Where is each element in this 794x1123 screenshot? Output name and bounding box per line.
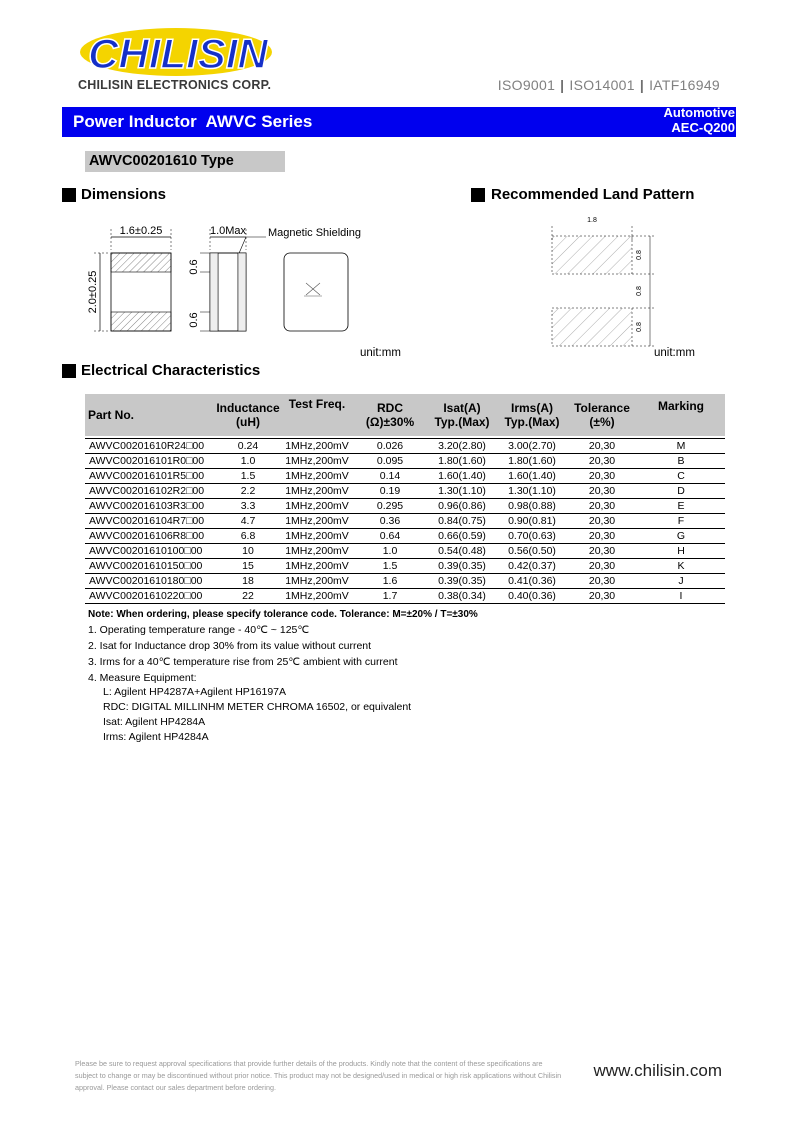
cell-irms: 0.56(0.50) (497, 543, 567, 558)
type-title: AWVC00201610 Type (89, 153, 234, 169)
land-pattern-unit: unit:mm (654, 347, 695, 359)
cell-tolerance: 20,30 (567, 513, 637, 528)
land-pattern-drawing (540, 212, 660, 347)
land-width-label: 1.8 (587, 217, 597, 224)
cell-part-no: AWVC002016102R2□00 (85, 483, 215, 498)
cell-rdc: 0.295 (353, 498, 427, 513)
section-marker-icon (62, 364, 76, 378)
land-pad-top (552, 236, 632, 274)
cell-isat: 0.96(0.86) (427, 498, 497, 513)
land-pad-bottom (552, 308, 632, 346)
cell-part-no: AWVC00201610150□00 (85, 558, 215, 573)
cell-rdc: 1.6 (353, 573, 427, 588)
aec-q200-label: AEC-Q200 (671, 120, 735, 135)
table-row (85, 483, 725, 498)
table-row (85, 468, 725, 483)
cell-isat: 0.39(0.35) (427, 573, 497, 588)
cell-irms: 0.40(0.36) (497, 588, 567, 603)
cell-isat: 0.54(0.48) (427, 543, 497, 558)
equipment-isat: Isat: Agilent HP4284A (103, 716, 206, 728)
cell-test-freq: 1MHz,200mV (281, 588, 353, 603)
cell-inductance: 18 (215, 573, 281, 588)
cell-inductance: 10 (215, 543, 281, 558)
cell-test-freq: 1MHz,200mV (281, 483, 353, 498)
cell-rdc: 1.5 (353, 558, 427, 573)
cell-tolerance: 20,30 (567, 438, 637, 453)
cert-iatf16949: IATF16949 (649, 77, 720, 93)
cell-rdc: 0.36 (353, 513, 427, 528)
table-row (85, 513, 725, 528)
section-marker-icon (471, 188, 485, 202)
cell-marking: B (637, 453, 725, 468)
cell-test-freq: 1MHz,200mV (281, 573, 353, 588)
series-title: Power Inductor AWVC Series (73, 112, 313, 131)
dimensions-drawing (80, 215, 380, 345)
electrical-table (85, 394, 725, 604)
note-4: 4. Measure Equipment: (88, 672, 197, 684)
cell-part-no: AWVC002016104R7□00 (85, 513, 215, 528)
cell-inductance: 15 (215, 558, 281, 573)
equipment-rdc: RDC: DIGITAL MILLINHM METER CHROMA 16502, or equivalent (103, 701, 412, 713)
dimensions-title: Dimensions (81, 186, 167, 203)
dimensions-unit: unit:mm (360, 347, 401, 359)
cell-isat: 0.66(0.59) (427, 528, 497, 543)
logo-text: CHILISIN (88, 30, 268, 77)
cert-iso14001: ISO14001 (569, 77, 635, 93)
cell-part-no: AWVC00201610100□00 (85, 543, 215, 558)
width-label: 1.6±0.25 (119, 225, 163, 237)
cell-marking: D (637, 483, 725, 498)
cell-inductance: 0.24 (215, 438, 281, 453)
land-pattern-title: Recommended Land Pattern (491, 186, 695, 203)
equipment-l: L: Agilent HP4287A+Agilent HP16197A (103, 686, 287, 698)
land-pad-bottom-label: 0.8 (636, 322, 643, 332)
table-row (85, 543, 725, 558)
cell-part-no: AWVC002016101R0□00 (85, 453, 215, 468)
cell-rdc: 0.095 (353, 453, 427, 468)
table-row (85, 588, 725, 603)
cell-isat: 0.84(0.75) (427, 513, 497, 528)
table-row (85, 438, 725, 453)
equipment-irms: Irms: Agilent HP4284A (103, 731, 209, 743)
cell-part-no: AWVC00201610220□00 (85, 588, 215, 603)
cell-marking: F (637, 513, 725, 528)
cell-tolerance: 20,30 (567, 453, 637, 468)
cell-irms: 0.70(0.63) (497, 528, 567, 543)
cell-irms: 1.30(1.10) (497, 483, 567, 498)
col-inductance: Inductance (uH) (215, 394, 281, 436)
cell-marking: J (637, 573, 725, 588)
cell-tolerance: 20,30 (567, 588, 637, 603)
cell-part-no: AWVC00201610180□00 (85, 573, 215, 588)
land-pad-top-label: 0.8 (636, 250, 643, 260)
disclaimer-text: Please be sure to request approval specifications that provide further details of the products. Kindly note that the content of these specifications are subject to change or may be discontinued without prior notice. This product may not be designed/used in medical or high risk applications without Chilisin approval. Please contact our sales department before ordering. (75, 1059, 562, 1092)
cell-isat: 0.39(0.35) (427, 558, 497, 573)
table-row (85, 558, 725, 573)
length-label: 2.0±0.25 (87, 270, 99, 314)
cell-isat: 0.38(0.34) (427, 588, 497, 603)
cell-irms: 0.41(0.36) (497, 573, 567, 588)
cell-irms: 0.42(0.37) (497, 558, 567, 573)
cell-marking: H (637, 543, 725, 558)
table-header-row (85, 394, 725, 436)
thickness-label: 1.0Max (209, 225, 247, 237)
automotive-label: Automotive (663, 105, 735, 120)
cell-marking: K (637, 558, 725, 573)
cell-rdc: 0.026 (353, 438, 427, 453)
cell-tolerance: 20,30 (567, 528, 637, 543)
cell-inductance: 2.2 (215, 483, 281, 498)
col-irms: Irms(A) Typ.(Max) (497, 394, 567, 436)
cell-irms: 3.00(2.70) (497, 438, 567, 453)
cell-irms: 1.60(1.40) (497, 468, 567, 483)
cert-iso9001: ISO9001 (497, 77, 556, 93)
certifications: ISO9001 | ISO14001 | IATF16949 (497, 77, 720, 93)
table-row (85, 573, 725, 588)
cell-test-freq: 1MHz,200mV (281, 543, 353, 558)
cell-test-freq: 1MHz,200mV (281, 528, 353, 543)
cell-inductance: 1.5 (215, 468, 281, 483)
cell-isat: 1.60(1.40) (427, 468, 497, 483)
cell-part-no: AWVC002016101R5□00 (85, 468, 215, 483)
cell-isat: 1.30(1.10) (427, 483, 497, 498)
electrical-title: Electrical Characteristics (81, 362, 261, 379)
note-3: 3. Irms for a 40℃ temperature rise from 25℃ ambient with current (88, 656, 398, 668)
cell-rdc: 1.0 (353, 543, 427, 558)
cell-inductance: 6.8 (215, 528, 281, 543)
cell-test-freq: 1MHz,200mV (281, 558, 353, 573)
cell-irms: 1.80(1.60) (497, 453, 567, 468)
cell-tolerance: 20,30 (567, 558, 637, 573)
cell-marking: M (637, 438, 725, 453)
chilisin-logo (78, 22, 278, 80)
component-bottom-view (284, 253, 348, 331)
table-row (85, 528, 725, 543)
cell-rdc: 1.7 (353, 588, 427, 603)
cell-test-freq: 1MHz,200mV (281, 513, 353, 528)
ordering-note: Note: When ordering, please specify tolerance code. Tolerance: M=±20% / T=±30% (88, 609, 478, 620)
electrode-bottom-label: 0.6 (188, 312, 200, 328)
note-1: 1. Operating temperature range - 40℃ ~ 125℃ (88, 624, 310, 636)
cell-test-freq: 1MHz,200mV (281, 453, 353, 468)
col-marking: Marking (637, 394, 725, 436)
cell-rdc: 0.19 (353, 483, 427, 498)
magnetic-shielding-label: Magnetic Shielding (268, 227, 361, 239)
cell-inductance: 3.3 (215, 498, 281, 513)
col-rdc: RDC (Ω)±30% (353, 394, 427, 436)
cell-tolerance: 20,30 (567, 468, 637, 483)
table-row (85, 453, 725, 468)
electrode-top-label: 0.6 (188, 259, 200, 275)
cell-inductance: 22 (215, 588, 281, 603)
cell-part-no: AWVC002016106R8□00 (85, 528, 215, 543)
cell-isat: 1.80(1.60) (427, 453, 497, 468)
cell-rdc: 0.64 (353, 528, 427, 543)
table-row (85, 498, 725, 513)
cell-marking: G (637, 528, 725, 543)
cell-marking: E (637, 498, 725, 513)
col-tolerance: Tolerance (±%) (567, 394, 637, 436)
cell-part-no: AWVC00201610R24□00 (85, 438, 215, 453)
cell-irms: 0.98(0.88) (497, 498, 567, 513)
cell-tolerance: 20,30 (567, 543, 637, 558)
cell-marking: C (637, 468, 725, 483)
website-link[interactable]: www.chilisin.com (593, 1061, 722, 1080)
cell-test-freq: 1MHz,200mV (281, 498, 353, 513)
cell-tolerance: 20,30 (567, 498, 637, 513)
col-test-freq: Test Freq. (281, 394, 353, 436)
cell-inductance: 4.7 (215, 513, 281, 528)
cell-irms: 0.90(0.81) (497, 513, 567, 528)
cell-part-no: AWVC002016103R3□00 (85, 498, 215, 513)
col-part-no: Part No. (85, 394, 215, 436)
cell-marking: I (637, 588, 725, 603)
cell-test-freq: 1MHz,200mV (281, 438, 353, 453)
company-name: CHILISIN ELECTRONICS CORP. (78, 78, 272, 92)
cell-tolerance: 20,30 (567, 483, 637, 498)
col-isat: Isat(A) Typ.(Max) (427, 394, 497, 436)
cell-test-freq: 1MHz,200mV (281, 468, 353, 483)
cell-isat: 3.20(2.80) (427, 438, 497, 453)
land-gap-label: 0.8 (636, 286, 643, 296)
cell-inductance: 1.0 (215, 453, 281, 468)
section-marker-icon (62, 188, 76, 202)
cell-tolerance: 20,30 (567, 573, 637, 588)
note-2: 2. Isat for Inductance drop 30% from its value without current (88, 640, 372, 652)
cell-rdc: 0.14 (353, 468, 427, 483)
